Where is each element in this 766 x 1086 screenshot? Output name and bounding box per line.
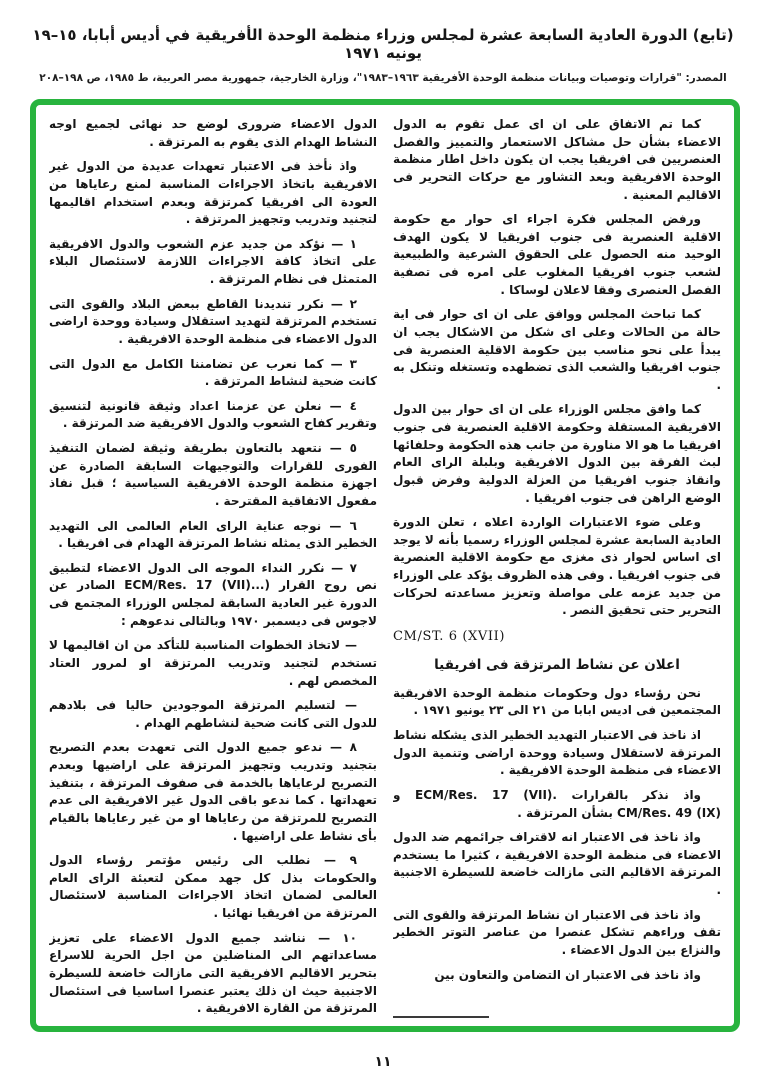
paragraph: نحن رؤساء دول وحكومات منظمة الوحدة الافريقية المجتمعين فى اديس ابابا من ٢١ الى ٢٣ يونيو ١٩٧١ . (393, 685, 721, 718)
paragraph: واذ نذكر بالقرارات .ECM/Res. 17 (VII) و (CM/Res. 49 (IX بشأن المرتزقة . (393, 787, 721, 820)
paragraph: اذ ناخذ فى الاعتبار التهديد الخطير الذى يشكله نشاط المرتزقة لاستقلال وسيادة ووحدة اراضى وتنمية الدول الاعضاء فى منظمة الوحدة الافريقية . (393, 728, 721, 778)
paragraph: — لتسليم المرتزقة الموجودين حاليا فى بلادهم للدول التى كانت ضحية لنشاطهم الهدام . (49, 698, 377, 730)
paragraph: ١٠ — نناشد جميع الدول الاعضاء على تعزيز مساعداتهم الى المناضلين من اجل الحرية للاسراع بتحرير الاقاليم الافريقية التى مازالت خاضعة للسيطرة الاجنبية حيث ان ذلك يعتبر عنصرا اساسيا فى استئصال المرتزقة من القارة الافريقية . (49, 930, 377, 1016)
paragraph: ٥ — نتعهد بالتعاون بطريقة وثيقة لضمان التنفيذ الفورى للقرارات والتوجيهات السابقة الصادرة عن اجهزة منظمة الوحدة الافريقية السياسية ؛ قبل نفاذ مفعول الاتفاقية المقترحة . (49, 441, 377, 508)
column-right (393, 116, 721, 1018)
column-left (49, 116, 377, 1018)
page-header (20, 26, 746, 84)
paragraph: كما تباحث المجلس ووافق على ان اى حوار فى اية حالة من الحالات وعلى اى شكل من الاشكال يجب ان يبدأ على نحو مناسب بين حكومة الاقلية العنصرية فى جنوب افريقيا والشعب الذى تضطهده وتستغله وتنكل به . (393, 307, 721, 392)
page-number: ١١ (374, 1054, 392, 1070)
paragraph: ورفض المجلس فكرة اجراء اى حوار مع حكومة الاقلية العنصرية فى جنوب افريقيا لا يكون الهدف الوحيد منه الحصول على الحقوق الشرعية والطبيعية لشعب جنوب افريقيا المغلوب على امره فى تصفية الفصل العنصرى وفقا لاعلان لوساكا . (393, 212, 721, 297)
header-source-line: المصدر: "قرارات وتوصيات وبيانات منظمة الوحدة الأفريقية ١٩٦٣–١٩٨٣"، وزارة الخارجية، جمهورية مصر العربية، ط ١٩٨٥، ص ١٩٨–٢٠٨ (39, 72, 727, 84)
paragraph: الدول الاعضاء ضرورى لوضع حد نهائى لجميع اوجه النشاط الهدام الذى يقوم به المرتزقة . (49, 117, 377, 149)
paragraph: واذ ناخذ فى الاعتبار ان نشاط المرتزقة والقوى التى تقف وراءهم تشكل عنصرا من عناصر التوتر الخطير والنزاع بين الدول الاعضاء . (393, 907, 721, 957)
paragraph: ٣ — كما نعرب عن تضامننا الكامل مع الدول التى كانت ضحية لنشاط المرتزقة . (49, 356, 377, 389)
paragraph: ٩ — نطلب الى رئيس مؤتمر رؤساء الدول والحكومات بذل كل جهد ممكن لتعبئة الراى العام العالمى لضمان اتخاذ الاجراءات المناسبة لاستئصال المرتزقة من افريقيا نهائيا . (49, 853, 377, 920)
paragraph: — لاتخاذ الخطوات المناسبة للتأكد من ان اقاليمها لا تستخدم لتجنيد وتدريب المرتزقة او لمرور العتاد المخصص لهم . (49, 638, 377, 688)
paragraph: ٢ — نكرر تنديدنا القاطع ببعض البلاد والقوى التى تستخدم المرتزقة لتهديد استقلال وسيادة ووحدة اراضى الدول الاعضاء فى منظمة الوحدة الافريقية . (49, 296, 377, 346)
paragraph (393, 1016, 489, 1018)
paragraph: CM/ST. 6 (XVII) (393, 628, 506, 644)
paragraph: ١ — نؤكد من جديد عزم الشعوب والدول الافريقية على اتخاذ كافة الاجراءات اللازمة لاستئصال البلاء المتمثل فى نظام المرتزقة . (49, 236, 377, 286)
paragraph: واذ ناخذ فى الاعتبار ان التضامن والتعاون بين (434, 967, 701, 982)
green-frame (30, 99, 740, 1032)
paragraph: ٧ — نكرر النداء الموجه الى الدول الاعضاء لتطبيق نص روح القرار (...ECM/Res. 17 (VII) الصادر عن الدورة غير العادية السابقة لمجلس الوزراء المجتمع فى لاجوس فى ديسمبر ١٩٧٠ وبالتالى ندعوهم : (49, 560, 377, 628)
paragraph: ٦ — نوجه عناية الراى العام العالمى الى التهديد الخطير الذى يمثله نشاط المرتزقة الهدام فى افريقيا . (49, 518, 377, 551)
paragraph: واذ ناخذ فى الاعتبار انه لاقتراف جرائمهم ضد الدول الاعضاء فى منظمة الوحدة الافريقية ، كثيرا ما يستخدم المرتزقة الاقاليم التى مازالت خاضعة للسيطرة الاجنبية . (393, 830, 721, 898)
paragraph: ٤ — نعلن عن عزمنا اعداد وثيقة قانونية لتنسيق وتقرير كفاح الشعوب والدول الافريقية ضد المرتزقة . (49, 398, 377, 431)
paragraph: اعلان عن نشاط المرتزقة فى افريقيا (434, 656, 680, 673)
header-title: (تابع) الدورة العادية السابعة عشرة لمجلس وزراء منظمة الوحدة الأفريقية في أديس أبابا، ١٥–١٩ يونيه ١٩٧١ (32, 26, 734, 62)
paragraph: وعلى ضوء الاعتبارات الواردة اعلاه ، تعلن الدورة العادية السابعة عشرة لمجلس الوزراء رسميا بأنه لا يوجد اى اساس لحوار ذى مغزى مع حكومة الاقلية العنصرية فى جنوب افريقيا . وفى هذه الظروف يؤكد على الوزراء من جديد عزمه على مواصلة وتعزيز مساعدته لحركات التحرير حتى تحقيق النصر . (393, 515, 721, 618)
paragraph: واذ نأخذ فى الاعتبار تعهدات عديدة من الدول غير الافريقية باتخاذ الاجراءات المناسبة لمنع رعاياها من العودة الى افريقيا كمرتزقة وبعدم استخدام اقاليمها لتجنيد وتدريب وتجهيز المرتزقة . (49, 159, 377, 227)
paragraph: كما تم الاتفاق على ان اى عمل تقوم به الدول الاعضاء بشأن حل مشاكل الاستعمار والتمييز والفصل العنصريين فى افريقيا يجب ان يكون داخل اطار منظمة الوحدة الافريقية وبعد التشاور مع حركات التحرير فى الاقاليم المعنية . (393, 117, 721, 202)
paragraph: ٨ — ندعو جميع الدول التى تعهدت بعدم التصريح بتجنيد وتدريب وتجهيز المرتزقة على اراضيها وبعدم التصريح لرعاياها بالخدمة فى صفوف المرتزقة ، بتنفيذ تعهداتها . كما ندعو باقى الدول غير الافريقية الى عدم التصريح للمرتزقة من رعاياها او من غير رعاياها بالقيام بأى نشاط على اراضيها . (49, 740, 377, 843)
paragraph: كما وافق مجلس الوزراء على ان اى حوار بين الدول الافريقية المستقلة وحكومة الاقلية العنصرية فى جنوب افريقيا ما هو الا مناورة من جانب هذه الحكومة وحلفائها لبث الفرقة بين الدول الافريقية وبلبلة الراى العام وانقاذ جنوب افريقيا من العزلة الدولية وفرض قبول الوضع الراهن فى جنوب افريقيا . (393, 402, 721, 505)
